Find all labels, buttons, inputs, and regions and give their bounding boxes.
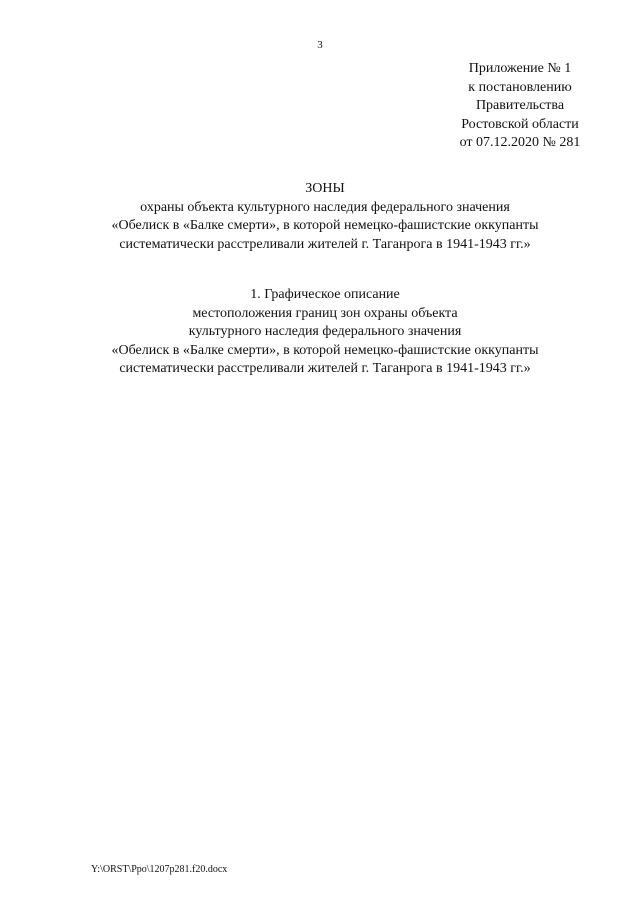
appendix-line: к постановлению <box>468 79 572 95</box>
section-line: «Обелиск в «Балке смерти», в которой немецко-фашистские оккупанты <box>111 342 539 358</box>
section-heading <box>60 286 590 379</box>
section-line: 1. Графическое описание <box>250 287 400 302</box>
appendix-line: от 07.12.2020 № 281 <box>459 135 581 150</box>
section-line: культурного наследия федерального значения <box>188 324 462 339</box>
page-number: 3 <box>317 39 323 51</box>
section-line: местоположения границ зон охраны объекта <box>192 305 458 321</box>
title-line: «Обелиск в «Балке смерти», в которой немецко-фашистские оккупанты <box>111 218 539 233</box>
document-title <box>60 180 590 254</box>
appendix-block <box>430 60 610 153</box>
title-line: охраны объекта культурного наследия федерального значения <box>140 199 510 215</box>
appendix-line: Правительства <box>475 98 565 113</box>
title-heading: ЗОНЫ <box>305 181 345 196</box>
appendix-line: Приложение № 1 <box>468 61 572 76</box>
section-line: систематически расстреливали жителей г. Таганрога в 1941-1943 гг.» <box>119 361 531 376</box>
title-line: систематически расстреливали жителей г. Таганрога в 1941-1943 гг.» <box>119 236 531 252</box>
footer-file-path: Y:\ORST\Ppo\1207p281.f20.docx <box>91 864 228 875</box>
appendix-line: Ростовской области <box>461 116 579 132</box>
